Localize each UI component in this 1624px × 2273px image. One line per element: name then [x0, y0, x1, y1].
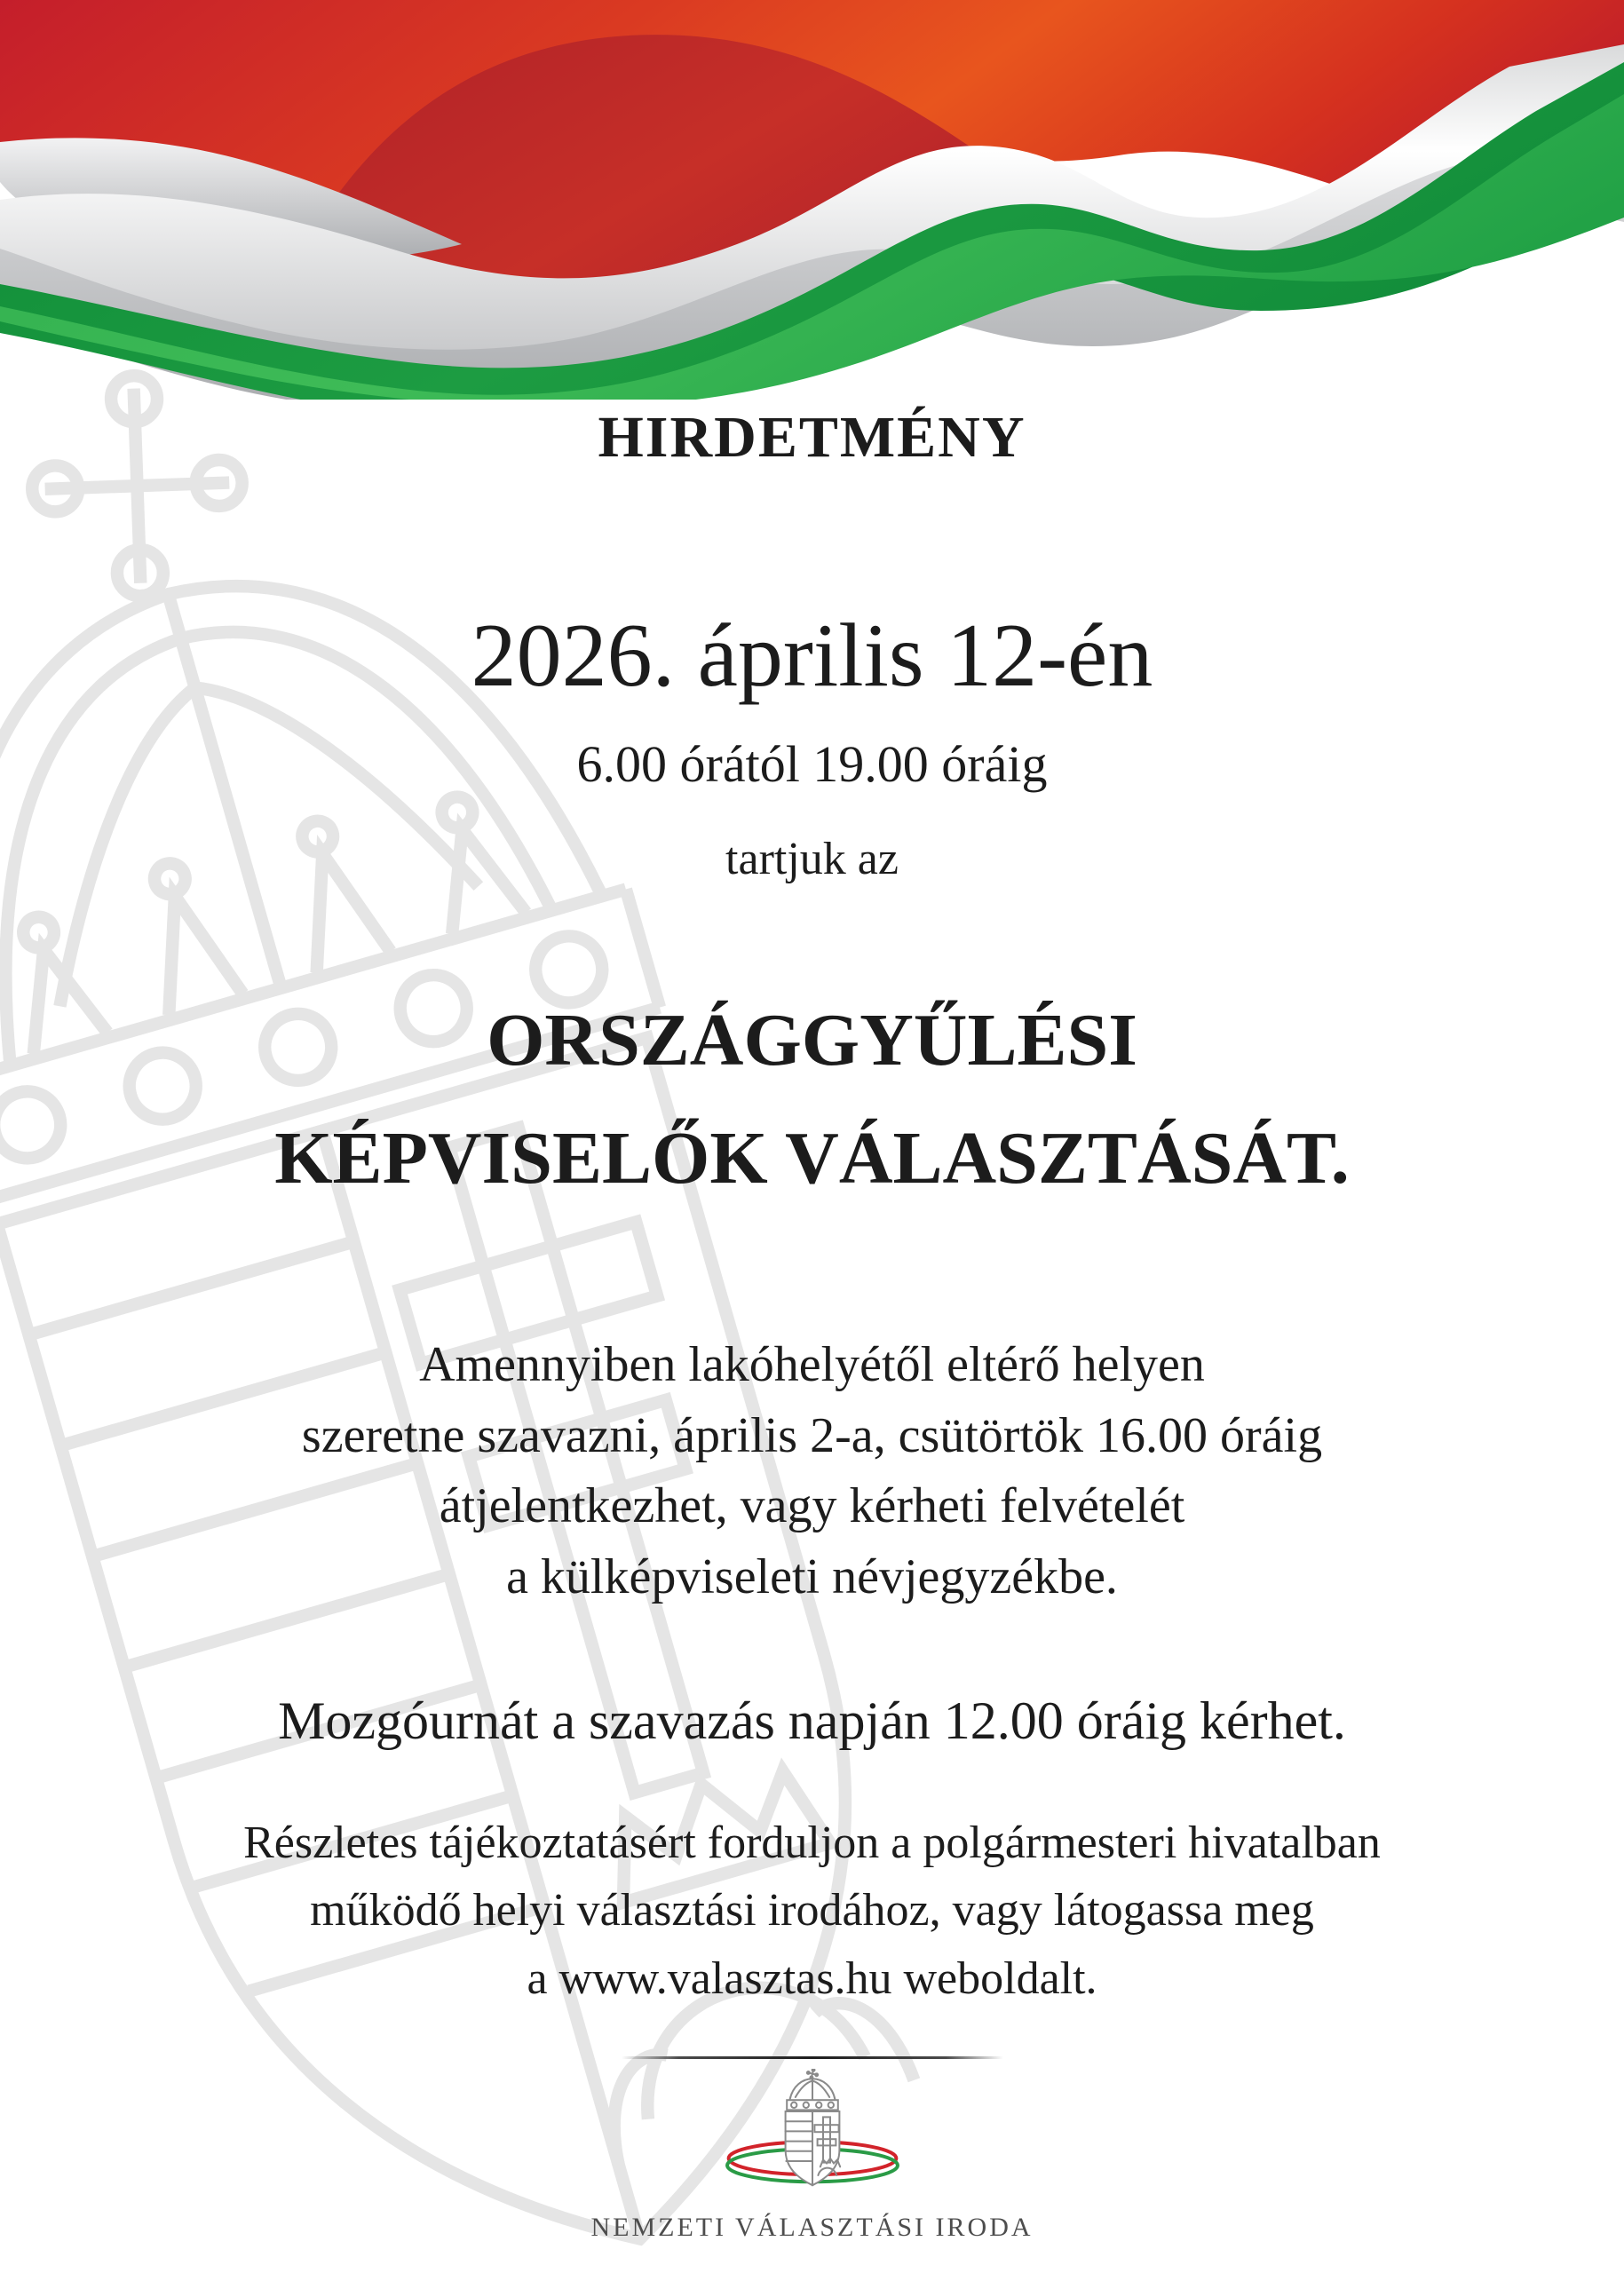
organization-name: NEMZETI VÁLASZTÁSI IRODA [590, 2213, 1034, 2242]
mobile-ballot-line: Mozgóurnát a szavazás napján 12.00 óráig kérhet. [278, 1691, 1346, 1750]
paragraph-line: működő helyi választási irodához, vagy látogassa meg [310, 1885, 1314, 1936]
paragraph-line: Amennyiben lakóhelyétől eltérő helyen [419, 1337, 1205, 1392]
paragraph-line: átjelentkezhet, vagy kérheti felvételét [439, 1478, 1185, 1534]
paragraph-line: a www.valasztas.hu weboldalt. [527, 1952, 1097, 2004]
election-headline [0, 982, 1624, 1217]
poster-title: HIRDETMÉNY [598, 405, 1026, 470]
voting-hours-line: 6.00 órától 19.00 óráig [576, 735, 1048, 793]
headline-line2: KÉPVISELŐK VÁLASZTÁSÁT. [274, 1116, 1350, 1200]
lead-in-line: tartjuk az [725, 834, 899, 884]
nvi-coat-of-arms-logo-icon [699, 2069, 926, 2204]
detailed-info-paragraph [0, 1810, 1624, 2013]
headline-line1: ORSZÁGGYŰLÉSI [487, 999, 1137, 1081]
footer-divider [622, 2056, 1003, 2059]
paragraph-line: Részletes tájékoztatásért forduljon a polgármesteri hivatalban [243, 1818, 1381, 1868]
hungarian-flag-wave-icon [0, 0, 1624, 400]
logo-crown [787, 2069, 838, 2110]
paragraph-line: a külképviseleti névjegyzékbe. [506, 1548, 1118, 1604]
election-date-line: 2026. április 12-én [471, 606, 1153, 706]
transfer-info-paragraph [0, 1330, 1624, 1612]
paragraph-line: szeretne szavazni, április 2-a, csütörtök 16.00 óráig [301, 1407, 1323, 1463]
watermark-ball-cross [28, 372, 246, 599]
